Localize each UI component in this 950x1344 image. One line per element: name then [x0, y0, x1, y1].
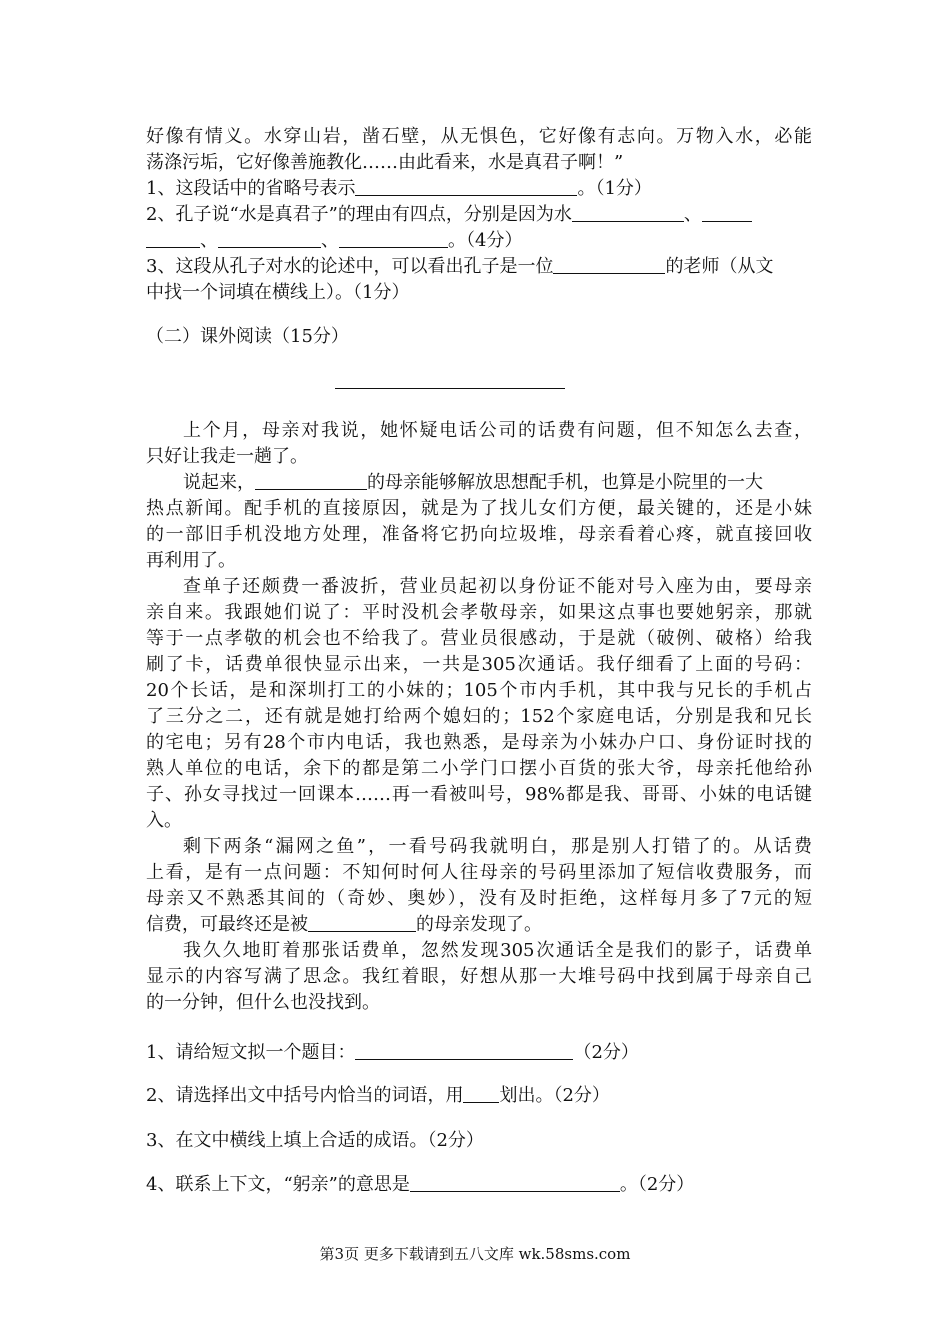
idiom-blank[interactable] — [255, 471, 367, 490]
passage-text: 的母亲能够解放思想配手机，也算是小院里的一大 — [367, 472, 763, 493]
passage-line: 再利用了。 — [146, 550, 236, 571]
passage-line — [183, 470, 812, 496]
passage-line: 入。 — [146, 810, 182, 831]
passage-line: 母亲又不熟悉其间的（奇妙、奥妙），没有及时拒绝，这样每月多了7元的短 — [146, 888, 812, 909]
answer-blank[interactable] — [553, 255, 665, 274]
passage-line: 熟人单位的电话，余下的都是第二小学门口摆小百货的张大爷，母亲托他给孙 — [146, 758, 812, 779]
question-text: 3、这段从孔子对水的论述中，可以看出孔子是一位 — [146, 256, 554, 277]
passage-line: 刷了卡，话费单很快显示出来，一共是305次通话。我仔细看了上面的号码： — [146, 654, 812, 675]
question-text: 。（4分） — [448, 230, 523, 251]
question-4 — [146, 1172, 694, 1198]
separator: 、 — [200, 230, 218, 251]
passage-text: 说起来， — [183, 472, 255, 493]
passage-line: 只好让我走一趟了。 — [146, 446, 308, 467]
passage-line: 剩下两条“漏网之鱼”，一看号码我就明白，那是别人打错了的。从话费 — [183, 836, 812, 857]
question-2-continued — [146, 228, 812, 254]
passage-line: 了三分之二，还有就是她打给两个媳妇的；152个家庭电话，分别是我和兄长 — [146, 706, 812, 727]
passage-line: 我久久地盯着那张话费单，忽然发现305次通话全是我们的影子，话费单 — [183, 940, 812, 961]
passage-line: 的宅电；另有28个市内电话，我也熟悉，是母亲为小妹办户口、身份证时找的 — [146, 732, 812, 753]
passage-line — [146, 912, 812, 938]
passage-line: 的一分钟，但什么也没找到。 — [146, 992, 380, 1013]
passage-line: 上看，是有一点问题：不知何时何人往母亲的号码里添加了短信收费服务，而 — [146, 862, 812, 883]
answer-blank[interactable] — [572, 203, 684, 222]
question-text: 中找一个词填在横线上）。（1分） — [146, 282, 410, 303]
answer-blank[interactable] — [339, 229, 448, 248]
passage-line: 等于一点孝敬的机会也不给我了。营业员很感动，于是就（破例、破格）给我 — [146, 628, 812, 649]
question-text: 1、请给短文拟一个题目： — [146, 1042, 356, 1063]
passage-line: 上个月，母亲对我说，她怀疑电话公司的话费有问题，但不知怎么去查， — [183, 420, 812, 441]
passage-line: 子、孙女寻找过一回课本……再一看被叫号，98%都是我、哥哥、小妹的电话键 — [146, 784, 812, 805]
passage-line: 好像有情义。水穿山岩，凿石壁，从无惧色，它好像有志向。万物入水，必能 — [146, 126, 812, 147]
question-text: 的老师（从文 — [665, 256, 774, 277]
underline-sample — [463, 1084, 499, 1103]
passage-line: 荡涤污垢，它好像善施教化……由此看来，水是真君子啊！” — [146, 152, 624, 173]
passage-line: 亲自来。我跟她们说了：平时没机会孝敬母亲，如果这点事也要她躬亲，那就 — [146, 602, 812, 623]
question-2 — [146, 1083, 610, 1109]
passage-line: 热点新闻。配手机的直接原因，就是为了找儿女们方便，最关键的，还是小妹 — [146, 498, 812, 519]
question-text: 2、请选择出文中括号内恰当的词语，用 — [146, 1085, 464, 1106]
question-text: 。（1分） — [577, 178, 652, 199]
answer-blank[interactable] — [355, 177, 577, 196]
page-footer: 第3页 更多下载请到五八文库 wk.58sms.com — [319, 1245, 631, 1263]
passage-line: 20个长话，是和深圳打工的小妹的；105个市内手机，其中我与兄长的手机占 — [146, 680, 812, 701]
idiom-blank[interactable] — [308, 913, 416, 932]
answer-blank[interactable] — [702, 203, 752, 222]
answer-blank[interactable] — [410, 1173, 620, 1192]
passage-line: 显示的内容写满了思念。我红着眼，好想从那一大堆号码中找到属于母亲自己 — [146, 966, 812, 987]
question-text: 2、孔子说“水是真君子”的理由有四点，分别是因为水 — [146, 204, 572, 225]
question-text: 划出。（2分） — [499, 1085, 610, 1106]
question-text: 1、这段话中的省略号表示 — [146, 178, 356, 199]
question-text: 。（2分） — [619, 1174, 695, 1195]
question-1 — [146, 1040, 639, 1066]
passage-text: 的母亲发现了。 — [416, 914, 542, 935]
separator: 、 — [321, 230, 339, 251]
passage-text: 信费，可最终还是被 — [146, 914, 308, 935]
passage-line: 查单子还颇费一番波折，营业员起初以身份证不能对号入座为由，要母亲 — [183, 576, 812, 597]
question-3 — [146, 254, 812, 280]
separator: 、 — [683, 204, 702, 225]
answer-blank[interactable] — [146, 229, 200, 248]
answer-blank[interactable] — [218, 229, 321, 248]
title-blank-line[interactable] — [335, 388, 565, 389]
question-3: 3、在文中横线上填上合适的成语。（2分） — [146, 1130, 484, 1151]
question-text: 4、联系上下文，“躬亲”的意思是 — [146, 1174, 410, 1195]
question-2 — [146, 202, 812, 228]
question-text: （2分） — [573, 1042, 639, 1063]
passage-line: 的一部旧手机没地方处理，准备将它扔向垃圾堆，母亲看着心疼，就直接回收 — [146, 524, 812, 545]
answer-blank[interactable] — [355, 1041, 573, 1060]
question-1 — [146, 176, 812, 202]
section-heading: （二）课外阅读（15分） — [146, 326, 349, 347]
